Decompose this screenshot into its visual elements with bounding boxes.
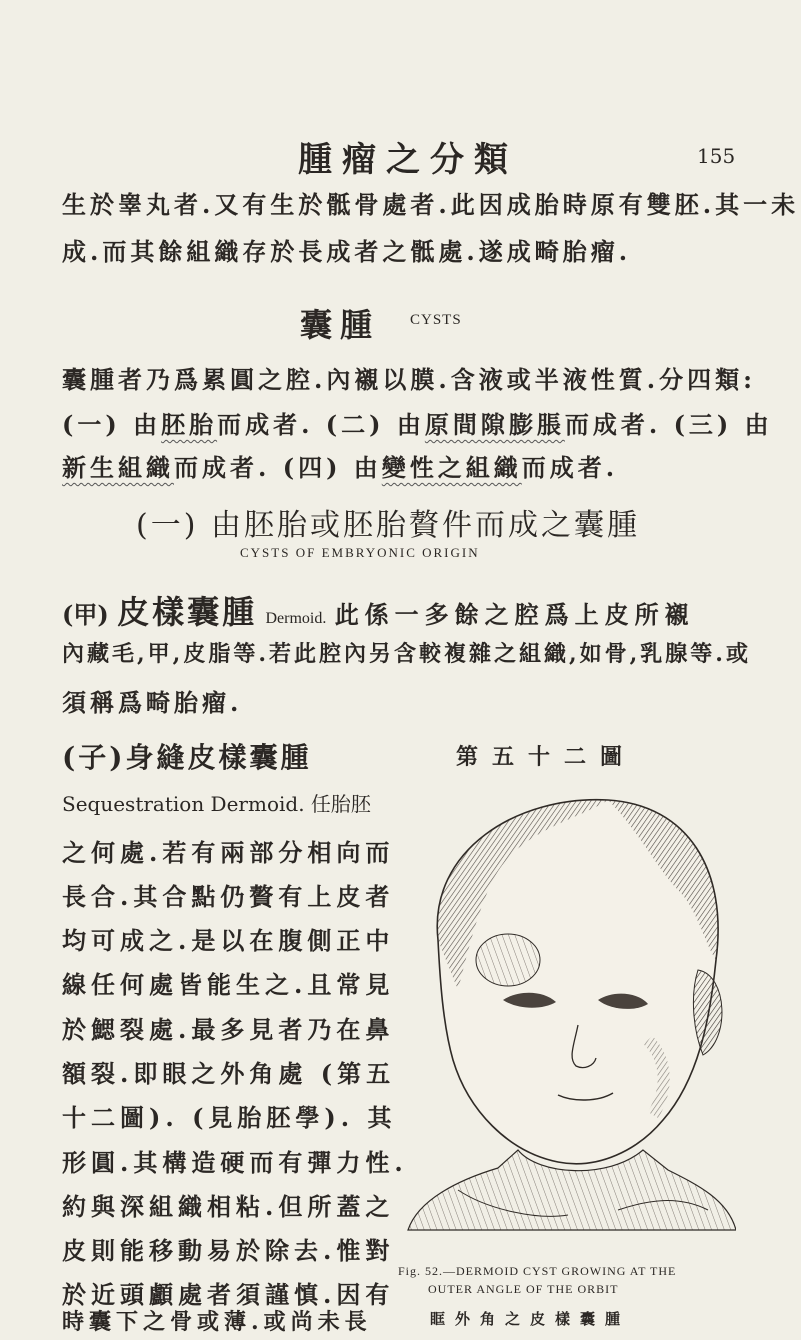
section-heading: (一) 由胚胎或胚胎贅件而成之囊腫 bbox=[136, 508, 640, 543]
cysts-line-2 bbox=[62, 405, 773, 440]
infant-face-illustration bbox=[398, 790, 736, 1250]
section-heading-en: CYSTS OF EMBRYONIC ORIGIN bbox=[240, 545, 480, 560]
zi-line-12: 於近頭顱處者須謹慎.因有 bbox=[62, 1280, 395, 1309]
subsection-a-title-en: Dermoid. bbox=[265, 610, 327, 627]
subsection-a-line-2: 內藏毛,甲,皮脂等.若此腔內另含較複雜之組織,如骨,乳腺等.或 bbox=[62, 641, 751, 667]
subsection-a-label: (甲) bbox=[62, 600, 109, 629]
cysts-line-2-a: (一) 由 bbox=[62, 410, 162, 439]
zi-line-2: 之何處.若有兩部分相向而 bbox=[62, 838, 395, 867]
zi-line-5: 線任何處皆能生之.且常見 bbox=[62, 970, 395, 999]
zi-line-6: 於鰓裂處.最多見者乃在鼻 bbox=[62, 1015, 395, 1044]
zi-line-3: 長合.其合點仍贅有上皮者 bbox=[62, 882, 395, 911]
subsection-a-title: 皮樣囊腫 bbox=[117, 593, 258, 631]
running-head: 腫瘤之分類 bbox=[298, 140, 518, 180]
term-degenerated-tissue: 變性之組織 bbox=[381, 453, 522, 482]
term-new-tissue: 新生組織 bbox=[62, 453, 174, 482]
cysts-line-3-d: 而成者. bbox=[521, 453, 619, 482]
cysts-line-3-b: 而成者. (四) 由 bbox=[174, 453, 382, 482]
subsection-zi-title: (子)身縫皮樣囊腫 bbox=[62, 741, 312, 774]
figure-title: 第五十二圖 bbox=[456, 744, 637, 770]
zi-line-11: 皮則能移動易於除去.惟對 bbox=[62, 1236, 395, 1265]
zi-line-9: 形圓.其構造硬而有彈力性. bbox=[62, 1148, 408, 1177]
page-number: 155 bbox=[697, 144, 736, 168]
subsection-a-text-1: 此係一多餘之腔爲上皮所襯 bbox=[334, 600, 695, 629]
figure-caption-line-1: Fig. 52.—DERMOID CYST GROWING AT THE bbox=[398, 1264, 677, 1278]
cysts-line-1: 囊腫者乃爲累圓之腔.內襯以膜.含液或半液性質.分四類: bbox=[62, 365, 756, 394]
subsection-a-line-1 bbox=[62, 587, 695, 633]
cysts-title-en: CYSTS bbox=[410, 312, 462, 328]
cysts-title: 囊腫 bbox=[300, 306, 381, 344]
zi-line-7: 額裂.即眼之外角處 (第五 bbox=[62, 1059, 396, 1088]
cysts-line-2-c: 而成者. (二) 由 bbox=[217, 410, 425, 439]
term-embryo: 胚胎 bbox=[161, 410, 218, 439]
figure-caption-line-2: OUTER ANGLE OF THE ORBIT bbox=[428, 1282, 619, 1296]
intro-line-1: 生於睾丸者.又有生於骶骨處者.此因成胎時原有雙胚.其一未 bbox=[62, 190, 800, 219]
cysts-line-3 bbox=[62, 448, 618, 483]
zi-line-1: Sequestration Dermoid. 任胎胚 bbox=[62, 792, 371, 816]
zi-line-10: 約與深組織相粘.但所蓋之 bbox=[62, 1192, 395, 1221]
subsection-a-line-3: 須稱爲畸胎瘤. bbox=[62, 688, 243, 717]
cysts-line-2-e: 而成者. (三) 由 bbox=[564, 410, 773, 439]
term-space-distension: 原間隙膨脹 bbox=[424, 410, 565, 439]
zi-line-4: 均可成之.是以在腹側正中 bbox=[62, 926, 395, 955]
figure-caption-zh: 眶外角之皮樣囊腫 bbox=[430, 1310, 631, 1328]
zi-line-13: 時囊下之骨或薄.或尚未長 bbox=[62, 1309, 372, 1335]
zi-line-8: 十二圖). (見胎胚學). 其 bbox=[62, 1103, 397, 1132]
intro-line-2: 成.而其餘組織存於長成者之骶處.遂成畸胎瘤. bbox=[62, 237, 632, 266]
